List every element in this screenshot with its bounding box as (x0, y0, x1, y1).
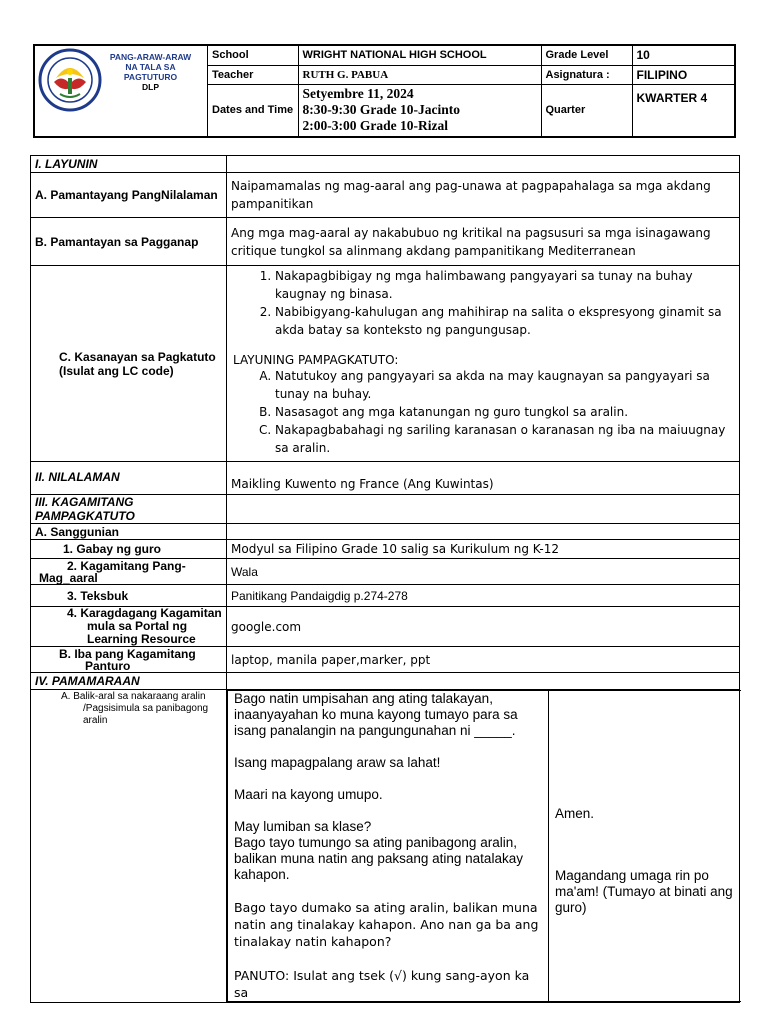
dates-line: 8:30-9:30 Grade 10-Jacinto (302, 102, 460, 118)
grade-level-label: Grade Level (541, 46, 632, 65)
student-activity-column (549, 691, 741, 1002)
label-pamantayang-pangnilalaman: A. Pamantayang PangNilalaman (31, 173, 227, 218)
competency-list (231, 267, 735, 339)
teacher-line: Maari na kayong umupo. (234, 787, 383, 802)
value-teksbuk: Panitikang Pandaigdig p.274-278 (227, 585, 740, 607)
value-karagdagang-kagamitan: google.com (227, 607, 740, 647)
teacher-dialogue (234, 691, 544, 883)
competency-item: 2. Nabibigyang-kahulugan ang mahihirap na salita o ekspresyong ginamit sa akda batay sa konteksto ng pangungusap. (275, 303, 735, 339)
section-title-layunin: I. LAYUNIN (31, 156, 227, 173)
teacher-value: RUTH G. PABUA (298, 65, 541, 84)
teacher-line: PANUTO: Isulat ang tsek (√) kung sang-ayon ka sa (234, 968, 530, 1000)
dlp-line: DLP (142, 82, 159, 92)
school-label: School (208, 46, 298, 65)
teacher-line: Bago tayo tumungo sa ating panibagong aralin, balikan muna natin ang paksang ating natalakay kahapon. (234, 835, 523, 882)
teacher-line: May lumiban sa klase? (234, 819, 372, 834)
procedure-inner-table (227, 690, 741, 1002)
objective-item: C. Nakapagbabahagi ng sariling karanasan o karanasan ng iba na maiuugnay sa aralin. (275, 421, 735, 457)
label-teksbuk: 3. Teksbuk (31, 585, 227, 607)
dlp-line: PANG-ARAW-ARAW (109, 52, 192, 62)
teacher-label: Teacher (208, 65, 298, 84)
empty-cell (227, 524, 740, 540)
subject-value: FILIPINO (632, 65, 736, 84)
value-kagamitang-pang-mag-aaral: Wala (227, 559, 740, 585)
label-pamantayan-sa-pagganap: B. Pamantayan sa Pagganap (31, 218, 227, 266)
dates-value (298, 84, 541, 136)
school-value: WRIGHT NATIONAL HIGH SCHOOL (298, 46, 541, 65)
objective-item: A. Natutukoy ang pangyayari sa akda na may kaugnayan sa pangyayari sa tunay na buhay. (275, 367, 735, 403)
student-line: Magandang umaga rin po ma'am! (Tumayo at binati ang guro) (555, 868, 733, 915)
dlp-line: NA TALA SA (125, 62, 176, 72)
dates-label: Dates and Time (208, 84, 298, 136)
subject-label: Asignatura : (541, 65, 632, 84)
teacher-line: Isang mapagpalang araw sa lahat! (234, 755, 441, 770)
teacher-activity-column (228, 691, 549, 1002)
objective-item: B. Nasasagot ang mga katanungan ng guro tungkol sa aralin. (275, 403, 735, 421)
value-gabay-ng-guro: Modyul sa Filipino Grade 10 salig sa Kurikulum ng K-12 (227, 540, 740, 559)
header-info-table (208, 46, 736, 136)
label-iba-pang-kagamitan: B. Iba pang Kagamitang Panturo (31, 647, 227, 673)
value-kasanayan-sa-pagkatuto (227, 266, 740, 462)
value-pamantayang-pangnilalaman: Naipamamalas ng mag-aaral ang pag-unawa at pagpapahalaga sa mga akdang pampanitikan (227, 173, 740, 218)
grade-level-value: 10 (632, 46, 736, 65)
dates-line: Setyembre 11, 2024 (302, 86, 414, 102)
label-gabay-ng-guro: 1. Gabay ng guro (31, 540, 227, 559)
quarter-value: KWARTER 4 (632, 84, 736, 136)
value-nilalaman: Maikling Kuwento ng France (Ang Kuwintas) (227, 462, 740, 495)
dlp-line: PAGTUTURO (123, 72, 178, 82)
value-pamantayan-sa-pagganap: Ang mga mag-aaral ay nakabubuo ng kritikal na pagsusuri sa mga isinagawang critique tungkol sa alinmang akdang pampanitikang Mediterranean (227, 218, 740, 266)
section-title-kagamitan: III. KAGAMITANG PAMPAGKATUTO (31, 495, 227, 524)
lesson-plan-table (30, 155, 740, 1003)
empty-cell (227, 673, 740, 690)
empty-cell (227, 156, 740, 173)
teacher-line: Bago tayo dumako sa ating aralin, balikan muna natin ang tinalakay kahapon. Ano nan ga ba ang tinalakay natin kahapon? (234, 900, 539, 949)
logo-cell (35, 46, 208, 136)
student-dialogue (555, 806, 737, 916)
learning-objectives-list (231, 367, 735, 457)
label-karagdagang-kagamitan: 4. Karagdagang Kagamitan mula sa Portal ng Learning Resource (31, 607, 227, 647)
label-sanggunian: A. Sanggunian (31, 524, 227, 540)
teacher-dialogue-cont (234, 899, 544, 1001)
dates-line: 2:00-3:00 Grade 10-Rizal (302, 118, 448, 134)
dlp-title (103, 52, 198, 92)
label-kagamitang-pang-mag-aaral: 2. Kagamitang Pang-Mag_aaral (31, 559, 227, 585)
label-kasanayan-sa-pagkatuto: C. Kasanayan sa Pagkatuto (Isulat ang LC code) (31, 266, 227, 462)
empty-cell (227, 495, 740, 524)
competency-item: 1. Nakapagbibigay ng mga halimbawang pangyayari sa tunay na buhay kaugnay ng binasa. (275, 267, 735, 303)
section-title-pamamaraan: IV. PAMAMARAAN (31, 673, 227, 690)
value-iba-pang-kagamitan: laptop, manila paper,marker, ppt (227, 647, 740, 673)
student-line: Amen. (555, 806, 595, 821)
school-seal-logo (38, 48, 102, 112)
teacher-line: Bago natin umpisahan ang ating talakayan, inaanyayahan ko muna kayong tumayo para sa isang panalangin na pangungunahan ni _____. (234, 691, 518, 738)
lesson-plan-header (33, 44, 736, 138)
learning-objectives-title: LAYUNING PAMPAGKATUTO: (233, 353, 399, 367)
procedure-cell (227, 690, 740, 1003)
section-title-nilalaman: II. NILALAMAN (31, 462, 227, 495)
quarter-label: Quarter (541, 84, 632, 136)
label-balik-aral: A. Balik-aral sa nakaraang aralin /Pagsisimula sa panibagong aralin (31, 690, 227, 1003)
